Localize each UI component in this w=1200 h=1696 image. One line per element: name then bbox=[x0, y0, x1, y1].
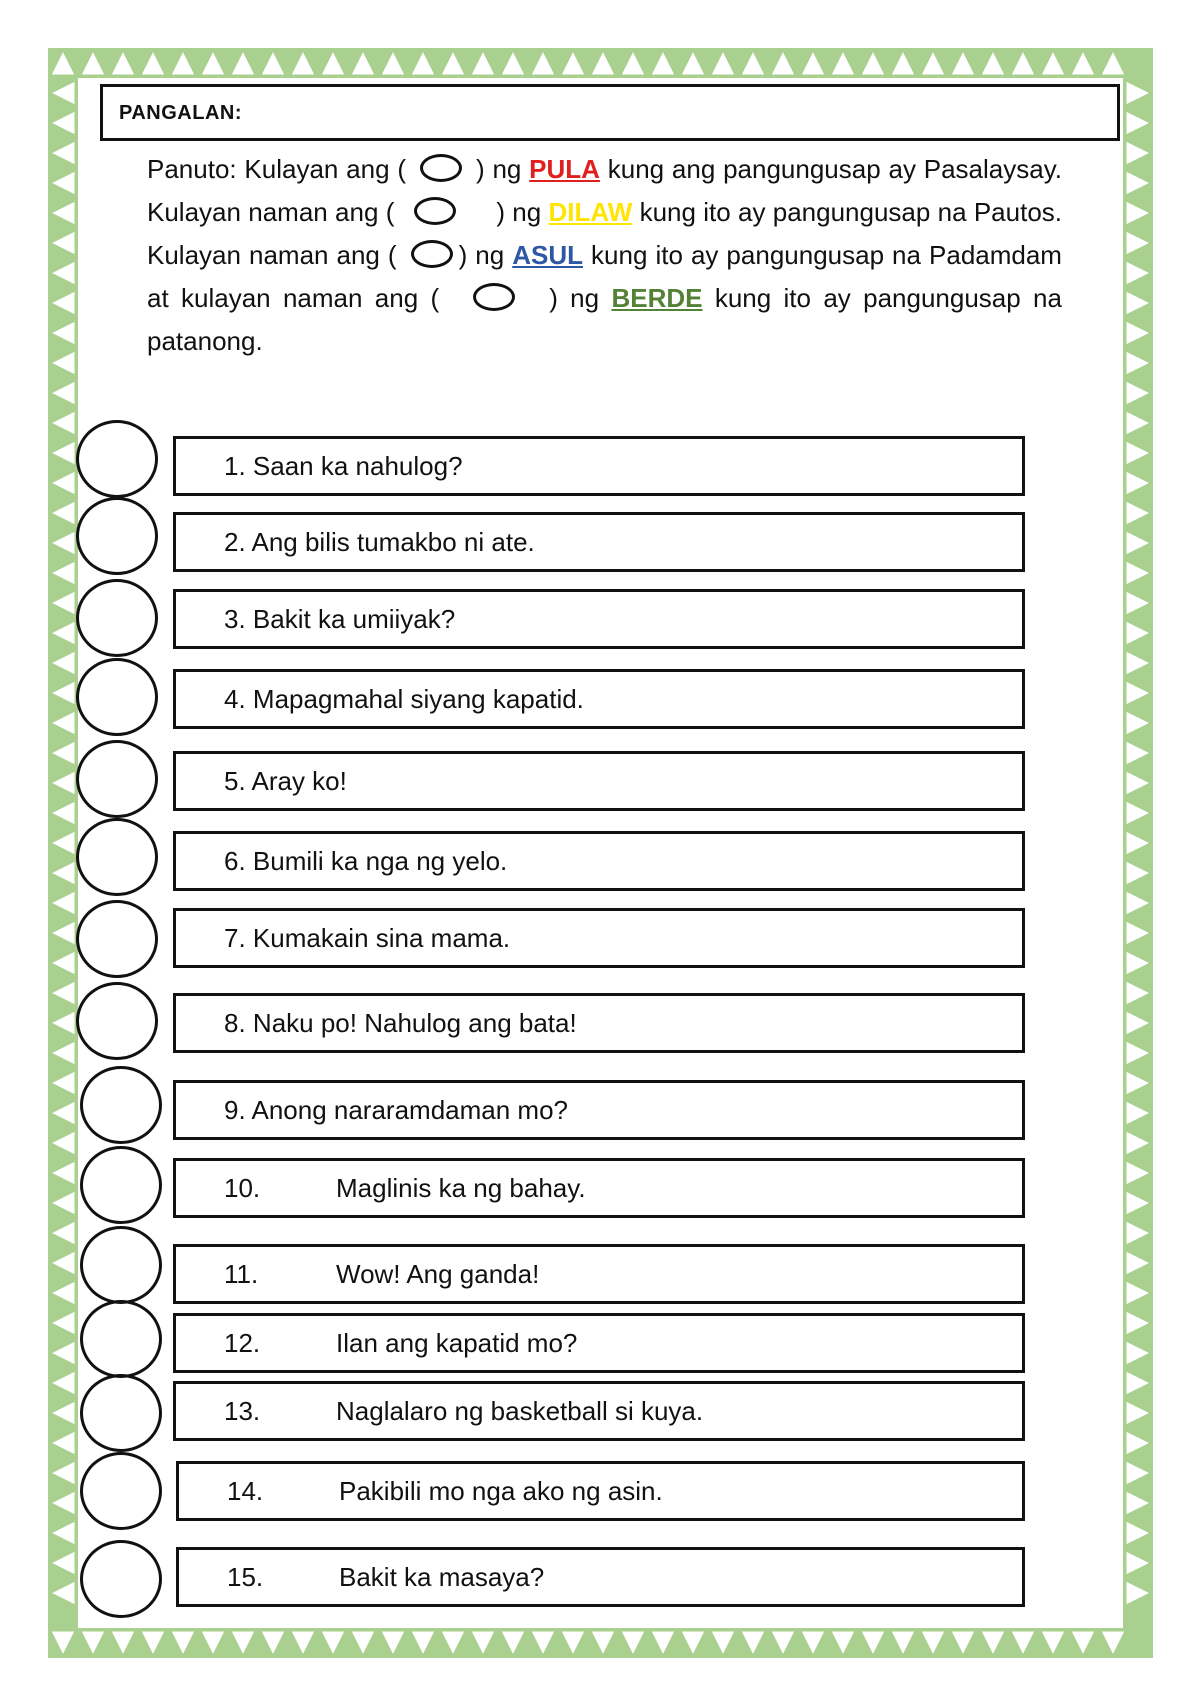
triangle-ornament bbox=[1123, 1308, 1153, 1338]
border-triangles-left bbox=[48, 78, 78, 1608]
answer-circle[interactable] bbox=[80, 1374, 162, 1452]
triangle-ornament bbox=[678, 1628, 708, 1658]
triangle-ornament bbox=[48, 1548, 78, 1578]
triangle-ornament bbox=[108, 1628, 138, 1658]
answer-circle[interactable] bbox=[76, 420, 158, 498]
triangle-ornament bbox=[1123, 1248, 1153, 1278]
triangle-ornament bbox=[48, 738, 78, 768]
sentence-text: Maglinis ka ng bahay. bbox=[336, 1173, 586, 1203]
triangle-ornament bbox=[48, 708, 78, 738]
name-label: PANGALAN: bbox=[119, 102, 243, 124]
triangle-ornament bbox=[258, 48, 288, 78]
sentence-box bbox=[173, 1158, 1025, 1218]
triangle-ornament bbox=[1008, 1628, 1038, 1658]
instructions-text: Panuto: Kulayan ang ( bbox=[147, 154, 406, 184]
triangle-ornament bbox=[348, 48, 378, 78]
sentence-number: 5. bbox=[224, 766, 246, 796]
triangle-ornament bbox=[48, 1488, 78, 1518]
triangle-ornament bbox=[48, 1308, 78, 1338]
sentence-number-and-text bbox=[224, 1095, 568, 1126]
sentence-number: 12. bbox=[224, 1328, 261, 1358]
sentence-text: Bumili ka nga ng yelo. bbox=[252, 846, 508, 876]
sentence-number-and-text bbox=[224, 766, 347, 797]
triangle-ornament bbox=[78, 1628, 108, 1658]
triangle-ornament bbox=[1123, 1428, 1153, 1458]
triangle-ornament bbox=[48, 1248, 78, 1278]
triangle-ornament bbox=[498, 48, 528, 78]
triangle-ornament bbox=[48, 1188, 78, 1218]
color-word-red: PULA bbox=[529, 154, 600, 184]
triangle-ornament bbox=[1123, 438, 1153, 468]
sentence-box bbox=[173, 831, 1025, 891]
triangle-ornament bbox=[48, 1098, 78, 1128]
triangle-ornament bbox=[1123, 858, 1153, 888]
triangle-ornament bbox=[48, 438, 78, 468]
sentence-text: Bakit ka umiiyak? bbox=[252, 604, 456, 634]
answer-circle[interactable] bbox=[80, 1300, 162, 1378]
triangle-ornament bbox=[48, 1338, 78, 1368]
sentence-box bbox=[173, 751, 1025, 811]
sentence-box bbox=[173, 436, 1025, 496]
sentence-text: Pakibili mo nga ako ng asin. bbox=[339, 1476, 663, 1506]
triangle-ornament bbox=[168, 48, 198, 78]
answer-circle[interactable] bbox=[80, 1452, 162, 1530]
sentence-number: 9. bbox=[224, 1095, 246, 1125]
triangle-ornament bbox=[1068, 1628, 1098, 1658]
sentence-number-and-text bbox=[224, 527, 535, 558]
triangle-ornament bbox=[48, 1628, 78, 1658]
sentence-number: 10. bbox=[224, 1173, 261, 1203]
triangle-ornament bbox=[648, 48, 678, 78]
sample-oval bbox=[473, 283, 515, 311]
triangle-ornament bbox=[378, 48, 408, 78]
triangle-ornament bbox=[48, 108, 78, 138]
sentence-box bbox=[176, 1461, 1025, 1521]
triangle-ornament bbox=[1123, 708, 1153, 738]
color-word-green: BERDE bbox=[611, 283, 703, 313]
triangle-ornament bbox=[1123, 1488, 1153, 1518]
triangle-ornament bbox=[1123, 1278, 1153, 1308]
border-triangles-right bbox=[1123, 78, 1153, 1608]
triangle-ornament bbox=[1123, 1158, 1153, 1188]
triangle-ornament bbox=[48, 768, 78, 798]
triangle-ornament bbox=[1123, 498, 1153, 528]
triangle-ornament bbox=[1123, 1518, 1153, 1548]
triangle-ornament bbox=[1123, 1218, 1153, 1248]
triangle-ornament bbox=[1123, 198, 1153, 228]
triangle-ornament bbox=[48, 918, 78, 948]
triangle-ornament bbox=[588, 1628, 618, 1658]
triangle-ornament bbox=[258, 1628, 288, 1658]
triangle-ornament bbox=[918, 1628, 948, 1658]
sample-oval bbox=[420, 154, 462, 182]
sentence-number: 15. bbox=[227, 1562, 264, 1592]
triangle-ornament bbox=[708, 1628, 738, 1658]
triangle-ornament bbox=[48, 978, 78, 1008]
instructions-text: kung ito ay pangungusap na Padamdam at kulayan naman ang ( bbox=[147, 240, 1062, 313]
triangle-ornament bbox=[978, 48, 1008, 78]
triangle-ornament bbox=[1123, 168, 1153, 198]
triangle-ornament bbox=[558, 1628, 588, 1658]
triangle-ornament bbox=[1123, 318, 1153, 348]
sentence-number: 11. bbox=[224, 1259, 259, 1289]
sentence-box bbox=[173, 589, 1025, 649]
triangle-ornament bbox=[48, 288, 78, 318]
triangle-ornament bbox=[798, 1628, 828, 1658]
triangle-ornament bbox=[468, 1628, 498, 1658]
instructions-text: kung ang pangungusap ay Pasalaysay. Kulayan naman ang ( bbox=[147, 154, 1062, 227]
answer-circle[interactable] bbox=[76, 579, 158, 657]
triangle-ornament bbox=[1123, 1548, 1153, 1578]
sentence-text: Ang bilis tumakbo ni ate. bbox=[251, 527, 535, 557]
triangle-ornament bbox=[408, 48, 438, 78]
triangle-ornament bbox=[1123, 78, 1153, 108]
triangle-ornament bbox=[228, 1628, 258, 1658]
triangle-ornament bbox=[588, 48, 618, 78]
triangle-ornament bbox=[408, 1628, 438, 1658]
triangle-ornament bbox=[378, 1628, 408, 1658]
triangle-ornament bbox=[468, 48, 498, 78]
sentence-text: Saan ka nahulog? bbox=[252, 451, 463, 481]
sentence-number: 8. bbox=[224, 1008, 246, 1038]
triangle-ornament bbox=[1123, 228, 1153, 258]
answer-circle[interactable] bbox=[80, 1226, 162, 1304]
sentence-box bbox=[173, 1313, 1025, 1373]
triangle-ornament bbox=[948, 48, 978, 78]
sentence-number-and-text bbox=[224, 923, 510, 954]
triangle-ornament bbox=[1068, 48, 1098, 78]
sentence-text: Naglalaro ng basketball si kuya. bbox=[336, 1396, 704, 1426]
triangle-ornament bbox=[1123, 288, 1153, 318]
triangle-ornament bbox=[1123, 258, 1153, 288]
triangle-ornament bbox=[678, 48, 708, 78]
sentence-text: Naku po! Nahulog ang bata! bbox=[252, 1008, 577, 1038]
instructions-text: kung ito ay pangungusap na Pautos. Kulayan naman ang ( bbox=[147, 197, 1063, 270]
sentence-number-and-text bbox=[224, 604, 455, 635]
triangle-ornament bbox=[528, 1628, 558, 1658]
instructions-text: kung ito ay pangungusap na patanong. bbox=[147, 283, 1062, 356]
triangle-ornament bbox=[48, 378, 78, 408]
triangle-ornament bbox=[1008, 48, 1038, 78]
triangle-ornament bbox=[1123, 948, 1153, 978]
triangle-ornament bbox=[48, 1518, 78, 1548]
triangle-ornament bbox=[1123, 918, 1153, 948]
triangle-ornament bbox=[1123, 378, 1153, 408]
triangle-ornament bbox=[798, 48, 828, 78]
triangle-ornament bbox=[348, 1628, 378, 1658]
triangle-ornament bbox=[48, 498, 78, 528]
border-triangles-top bbox=[48, 48, 1128, 78]
triangle-ornament bbox=[48, 78, 78, 108]
triangle-ornament bbox=[1123, 108, 1153, 138]
triangle-ornament bbox=[618, 1628, 648, 1658]
triangle-ornament bbox=[948, 1628, 978, 1658]
triangle-ornament bbox=[318, 48, 348, 78]
triangle-ornament bbox=[48, 228, 78, 258]
triangle-ornament bbox=[1098, 48, 1128, 78]
triangle-ornament bbox=[138, 1628, 168, 1658]
triangle-ornament bbox=[738, 1628, 768, 1658]
triangle-ornament bbox=[48, 888, 78, 918]
triangle-ornament bbox=[1123, 408, 1153, 438]
triangle-ornament bbox=[168, 1628, 198, 1658]
triangle-ornament bbox=[1123, 1458, 1153, 1488]
triangle-ornament bbox=[918, 48, 948, 78]
triangle-ornament bbox=[1123, 1578, 1153, 1608]
triangle-ornament bbox=[888, 48, 918, 78]
triangle-ornament bbox=[1123, 348, 1153, 378]
sentence-text: Kumakain sina mama. bbox=[252, 923, 511, 953]
triangle-ornament bbox=[48, 648, 78, 678]
triangle-ornament bbox=[48, 348, 78, 378]
triangle-ornament bbox=[1123, 618, 1153, 648]
triangle-ornament bbox=[48, 1008, 78, 1038]
triangle-ornament bbox=[708, 48, 738, 78]
triangle-ornament bbox=[1098, 1628, 1128, 1658]
sample-oval bbox=[411, 240, 453, 268]
triangle-ornament bbox=[438, 48, 468, 78]
sentence-number: 1. bbox=[224, 451, 246, 481]
answer-circle[interactable] bbox=[76, 658, 158, 736]
sentence-text: Aray ko! bbox=[251, 766, 347, 796]
triangle-ornament bbox=[228, 48, 258, 78]
instructions-paragraph bbox=[147, 148, 1062, 363]
triangle-ornament bbox=[1123, 648, 1153, 678]
triangle-ornament bbox=[1123, 738, 1153, 768]
sentence-box bbox=[173, 1381, 1025, 1441]
sentence-number-and-text bbox=[224, 846, 507, 877]
answer-circle[interactable] bbox=[76, 740, 158, 818]
sentence-number: 6. bbox=[224, 846, 246, 876]
sentence-box bbox=[173, 1244, 1025, 1304]
sentence-number: 2. bbox=[224, 527, 246, 557]
triangle-ornament bbox=[828, 1628, 858, 1658]
answer-circle[interactable] bbox=[80, 1540, 162, 1618]
triangle-ornament bbox=[48, 1038, 78, 1068]
sentence-text: Ilan ang kapatid mo? bbox=[336, 1328, 578, 1358]
triangle-ornament bbox=[48, 558, 78, 588]
triangle-ornament bbox=[768, 1628, 798, 1658]
triangle-ornament bbox=[108, 48, 138, 78]
triangle-ornament bbox=[768, 48, 798, 78]
triangle-ornament bbox=[48, 1218, 78, 1248]
answer-circle[interactable] bbox=[76, 818, 158, 896]
triangle-ornament bbox=[48, 798, 78, 828]
triangle-ornament bbox=[438, 1628, 468, 1658]
triangle-ornament bbox=[78, 48, 108, 78]
sentence-number: 3. bbox=[224, 604, 246, 634]
triangle-ornament bbox=[1123, 1128, 1153, 1158]
triangle-ornament bbox=[48, 588, 78, 618]
triangle-ornament bbox=[1123, 888, 1153, 918]
triangle-ornament bbox=[48, 1368, 78, 1398]
instructions-text: ) ng bbox=[476, 154, 522, 184]
triangle-ornament bbox=[1123, 1068, 1153, 1098]
triangle-ornament bbox=[48, 948, 78, 978]
triangle-ornament bbox=[648, 1628, 678, 1658]
triangle-ornament bbox=[48, 468, 78, 498]
triangle-ornament bbox=[288, 1628, 318, 1658]
triangle-ornament bbox=[198, 1628, 228, 1658]
triangle-ornament bbox=[48, 1128, 78, 1158]
triangle-ornament bbox=[48, 138, 78, 168]
triangle-ornament bbox=[738, 48, 768, 78]
triangle-ornament bbox=[48, 828, 78, 858]
triangle-ornament bbox=[1123, 678, 1153, 708]
triangle-ornament bbox=[48, 1068, 78, 1098]
triangle-ornament bbox=[828, 48, 858, 78]
triangle-ornament bbox=[1038, 1628, 1068, 1658]
triangle-ornament bbox=[48, 1428, 78, 1458]
sentence-number: 13. bbox=[224, 1396, 261, 1426]
triangle-ornament bbox=[1123, 1368, 1153, 1398]
sentence-number: 4. bbox=[224, 684, 246, 714]
triangle-ornament bbox=[1123, 468, 1153, 498]
triangle-ornament bbox=[48, 1278, 78, 1308]
triangle-ornament bbox=[318, 1628, 348, 1658]
triangle-ornament bbox=[1123, 768, 1153, 798]
triangle-ornament bbox=[1123, 828, 1153, 858]
sentence-text: Wow! Ang ganda! bbox=[336, 1259, 540, 1289]
triangle-ornament bbox=[1038, 48, 1068, 78]
answer-circle[interactable] bbox=[76, 982, 158, 1060]
triangle-ornament bbox=[48, 1458, 78, 1488]
sentence-box bbox=[173, 512, 1025, 572]
triangle-ornament bbox=[1123, 1398, 1153, 1428]
triangle-ornament bbox=[48, 408, 78, 438]
triangle-ornament bbox=[48, 168, 78, 198]
triangle-ornament bbox=[1123, 978, 1153, 1008]
triangle-ornament bbox=[978, 1628, 1008, 1658]
triangle-ornament bbox=[1123, 1008, 1153, 1038]
triangle-ornament bbox=[48, 258, 78, 288]
triangle-ornament bbox=[48, 858, 78, 888]
color-word-blue: ASUL bbox=[512, 240, 584, 270]
triangle-ornament bbox=[48, 1398, 78, 1428]
triangle-ornament bbox=[48, 1158, 78, 1188]
triangle-ornament bbox=[618, 48, 648, 78]
sentence-box bbox=[173, 993, 1025, 1053]
sentence-number: 14. bbox=[227, 1476, 264, 1506]
answer-circle[interactable] bbox=[80, 1066, 162, 1144]
triangle-ornament bbox=[858, 1628, 888, 1658]
sentence-text: Anong nararamdaman mo? bbox=[251, 1095, 569, 1125]
triangle-ornament bbox=[48, 528, 78, 558]
sample-oval bbox=[414, 197, 456, 225]
instructions-text: ) ng bbox=[496, 197, 542, 227]
color-word-yellow: DILAW bbox=[548, 197, 633, 227]
triangle-ornament bbox=[1123, 588, 1153, 618]
sentence-box bbox=[173, 669, 1025, 729]
sentence-text: Mapagmahal siyang kapatid. bbox=[252, 684, 584, 714]
instructions-text: ) ng bbox=[458, 240, 505, 270]
triangle-ornament bbox=[1123, 1098, 1153, 1128]
sentence-number-and-text bbox=[224, 684, 584, 715]
triangle-ornament bbox=[528, 48, 558, 78]
triangle-ornament bbox=[1123, 1188, 1153, 1218]
triangle-ornament bbox=[888, 1628, 918, 1658]
triangle-ornament bbox=[198, 48, 228, 78]
triangle-ornament bbox=[48, 318, 78, 348]
triangle-ornament bbox=[48, 678, 78, 708]
triangle-ornament bbox=[1123, 138, 1153, 168]
border-triangles-bottom bbox=[48, 1628, 1128, 1658]
triangle-ornament bbox=[1123, 1338, 1153, 1368]
sentence-text: Bakit ka masaya? bbox=[339, 1562, 545, 1592]
sentence-number-and-text bbox=[224, 451, 463, 482]
sentence-box bbox=[173, 1080, 1025, 1140]
triangle-ornament bbox=[1123, 528, 1153, 558]
triangle-ornament bbox=[48, 48, 78, 78]
sentence-number: 7. bbox=[224, 923, 246, 953]
triangle-ornament bbox=[288, 48, 318, 78]
answer-circle[interactable] bbox=[80, 1146, 162, 1224]
triangle-ornament bbox=[498, 1628, 528, 1658]
sentence-box bbox=[173, 908, 1025, 968]
name-field[interactable] bbox=[100, 84, 1120, 141]
triangle-ornament bbox=[48, 198, 78, 228]
triangle-ornament bbox=[1123, 798, 1153, 828]
sentence-box bbox=[176, 1547, 1025, 1607]
triangle-ornament bbox=[48, 618, 78, 648]
triangle-ornament bbox=[48, 1578, 78, 1608]
answer-circle[interactable] bbox=[76, 497, 158, 575]
triangle-ornament bbox=[138, 48, 168, 78]
sentence-number-and-text bbox=[224, 1008, 577, 1039]
triangle-ornament bbox=[858, 48, 888, 78]
answer-circle[interactable] bbox=[76, 900, 158, 978]
instructions-text: ) ng bbox=[549, 283, 600, 313]
triangle-ornament bbox=[558, 48, 588, 78]
triangle-ornament bbox=[1123, 1038, 1153, 1068]
triangle-ornament bbox=[1123, 558, 1153, 588]
